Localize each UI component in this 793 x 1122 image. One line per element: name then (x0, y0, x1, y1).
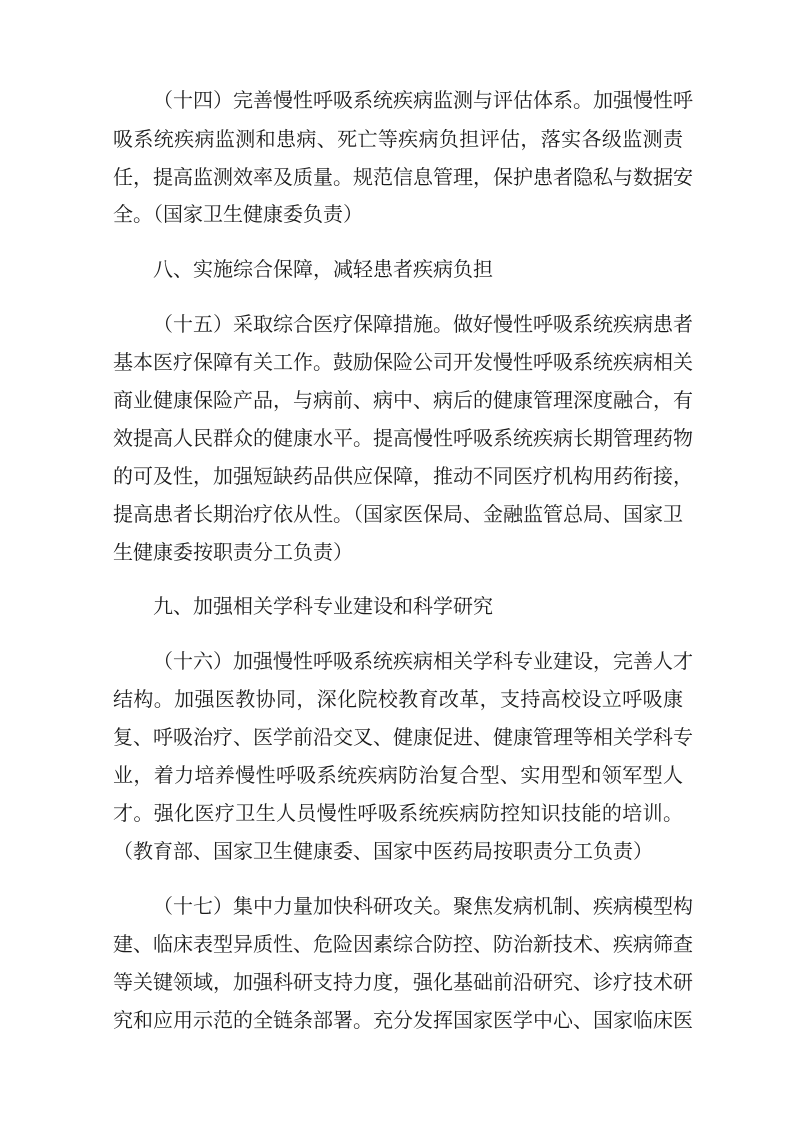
paragraph-15-line-3: 商业健康保险产品，与病前、病中、病后的健康管理深度融合，有 (113, 388, 693, 412)
paragraph-15-line-7: 生健康委按职责分工负责） (113, 540, 353, 564)
paragraph-17-line-2: 建、临床表型异质性、危险因素综合防控、防治新技术、疾病筛查 (113, 932, 693, 956)
paragraph-15-line-4: 效提高人民群众的健康水平。提高慢性呼吸系统疾病长期管理药物 (113, 426, 693, 450)
paragraph-14-line-3: 任，提高监测效率及质量。规范信息管理，保护患者隐私与数据安 (113, 165, 693, 189)
paragraph-16-line-6: （教育部、国家卫生健康委、国家中医药局按职责分工负责） (113, 839, 653, 863)
paragraph-14-line-2: 吸系统疾病监测和患病、死亡等疾病负担评估，落实各级监测责 (113, 127, 683, 151)
paragraph-16-line-4: 业，着力培养慢性呼吸系统疾病防治复合型、实用型和领军型人 (113, 763, 683, 787)
paragraph-16-line-5: 才。强化医疗卫生人员慢性呼吸系统疾病防控知识技能的培训。 (113, 801, 683, 825)
paragraph-15-line-5: 的可及性，加强短缺药品供应保障，推动不同医疗机构用药衔接， (113, 464, 693, 488)
paragraph-17-line-1: （十七）集中力量加快科研攻关。聚焦发病机制、疾病模型构 (153, 894, 693, 918)
paragraph-15-line-6: 提高患者长期治疗依从性。（国家医保局、金融监管总局、国家卫 (113, 502, 683, 526)
paragraph-17-line-3: 等关键领域，加强科研支持力度，强化基础前沿研究、诊疗技术研 (113, 970, 693, 994)
paragraph-17-line-4: 究和应用示范的全链条部署。充分发挥国家医学中心、国家临床医 (113, 1008, 693, 1032)
paragraph-16-line-1: （十六）加强慢性呼吸系统疾病相关学科专业建设，完善人才 (153, 649, 693, 673)
paragraph-14-line-1: （十四）完善慢性呼吸系统疾病监测与评估体系。加强慢性呼 (153, 88, 693, 112)
paragraph-15-line-1: （十五）采取综合医疗保障措施。做好慢性呼吸系统疾病患者 (153, 312, 693, 336)
paragraph-14-line-4: 全。（国家卫生健康委负责） (113, 202, 363, 226)
paragraph-16-line-2: 结构。加强医教协同，深化院校教育改革，支持高校设立呼吸康 (113, 687, 683, 711)
paragraph-15-line-2: 基本医疗保障有关工作。鼓励保险公司开发慢性呼吸系统疾病相关 (113, 350, 693, 374)
section-heading-9: 九、加强相关学科专业建设和科学研究 (153, 594, 493, 618)
section-heading-8: 八、实施综合保障，减轻患者疾病负担 (153, 257, 493, 281)
paragraph-16-line-3: 复、呼吸治疗、医学前沿交叉、健康促进、健康管理等相关学科专 (113, 725, 693, 749)
